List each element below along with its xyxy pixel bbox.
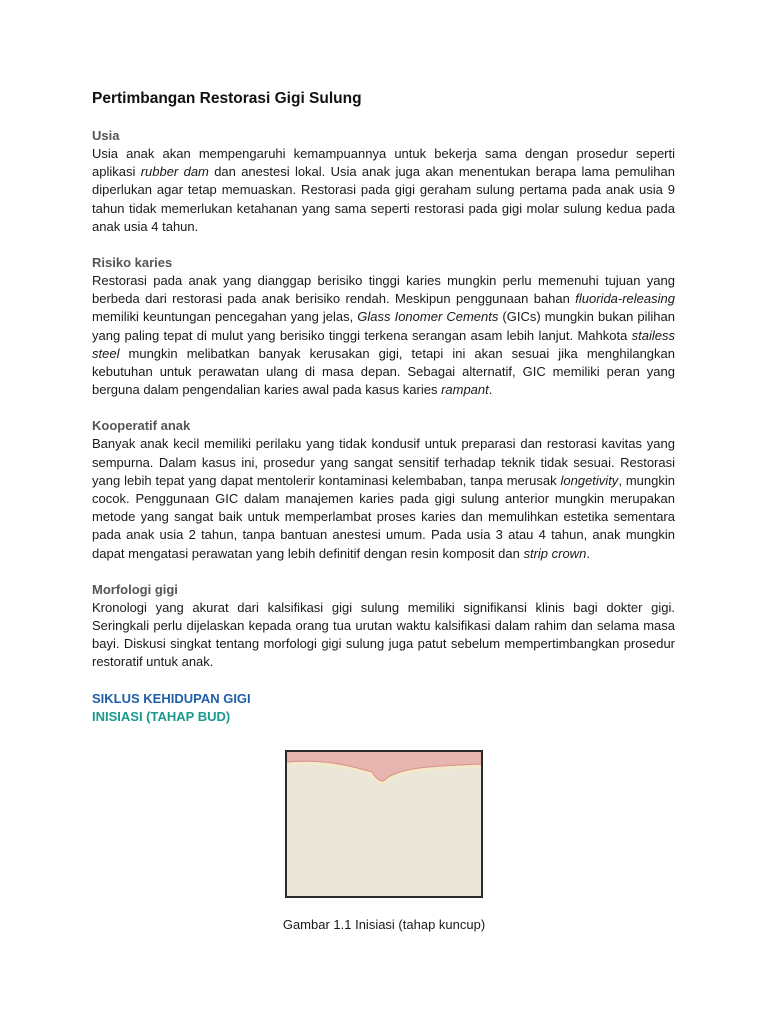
section-paragraph: [92, 435, 675, 562]
text-run: (GICs) mungkin bukan pilihan yang paling tepat di mulut yang berisiko tinggi terkena serangan asam lebih lanjut. Mahkota: [92, 309, 676, 343]
tooth-bud-illustration: [287, 752, 481, 896]
section-morfologi-gigi: [92, 581, 675, 672]
text-run: .: [586, 545, 590, 561]
section-kooperatif-anak: [92, 417, 675, 562]
text-run: Restorasi pada anak yang dianggap berisiko tinggi karies mungkin perlu memenuhi tujuan yang berbeda dari restorasi pada anak berisiko rendah. Meskipun penggunaan bahan: [92, 273, 675, 307]
lifecycle-heading: SIKLUS KEHIDUPAN GIGI: [92, 690, 251, 706]
text-run: , mungkin cocok. Penggunaan GIC dalam manajemen karies pada gigi sulung anterior mungkin merupakan metode yang sangat baik untuk memperlambat proses karies dan memulihkan estetika sementara pada anak usia 2 tahun, tanpa bantuan anestesi umum. Pada usia 3 atau 4 tahun, anak mungkin dapat mengatasi perawatan yang lebih definitif dengan resin komposit dan: [92, 472, 675, 561]
sections-container: [92, 127, 675, 672]
section-paragraph: [92, 272, 675, 399]
section-heading: Risiko karies: [92, 255, 173, 271]
text-run: memiliki keuntungan pencegahan yang jelas,: [92, 309, 358, 325]
text-run: mungkin melibatkan banyak kerusakan gigi, tetapi ini akan sesuai jika menghilangkan kebutuhan untuk perawatan ulang di masa depan. Sebagai alternatif, GIC memiliki peran yang berguna dalam pengendalian karies awal pada kasus karies: [92, 345, 675, 398]
italic-term: rampant: [441, 382, 489, 398]
section-heading: Morfologi gigi: [92, 581, 178, 597]
text-run: Kronologi yang akurat dari kalsifikasi gigi sulung memiliki signifikansi klinis bagi dokter gigi. Seringkali perlu dijelaskan kepada orang tua urutan waktu kalsifikasi dalam rahim dan selama masa bayi. Diskusi singkat tentang morfologi gigi sulung juga patut sebelum mempertimbangkan prosedur restoratif untuk anak.: [92, 599, 675, 670]
italic-term: stailess steel: [92, 327, 675, 361]
text-run: dan anestesi lokal. Usia anak juga akan menentukan berapa lama pemulihan diperlukan agar tetap memuaskan. Restorasi pada gigi geraham sulung pertama pada anak usia 9 tahun tidak memerlukan ketahanan yang sama seperti restorasi pada gigi molar sulung kedua pada anak usia 4 tahun.: [92, 164, 675, 234]
text-run: Usia anak akan mempengaruhi kemampuannya untuk bekerja sama dengan prosedur seperti aplikasi: [92, 146, 675, 180]
section-paragraph: [92, 145, 675, 236]
document-page: [92, 90, 675, 726]
page-title: Pertimbangan Restorasi Gigi Sulung: [92, 90, 362, 107]
section-paragraph: [92, 599, 675, 672]
italic-term: Glass Ionomer Cements: [357, 309, 499, 325]
figure-caption: Gambar 1.1 Inisiasi (tahap kuncup): [282, 917, 486, 932]
italic-term: fluorida-releasing: [575, 291, 675, 307]
section-heading: Usia: [92, 128, 120, 143]
italic-term: longetivity: [560, 472, 619, 488]
italic-term: rubber dam: [140, 164, 209, 180]
figure-initiation: [285, 750, 483, 898]
text-run: .: [488, 382, 493, 398]
italic-term: strip crown: [523, 545, 587, 561]
text-run: Banyak anak kecil memiliki perilaku yang tidak kondusif untuk preparasi dan restorasi kavitas yang sempurna. Dalam kasus ini, prosedur yang sangat sensitif terhadap teknik tidak sesuai. Restorasi yang lebih tepat yang dapat mentolerir kontaminasi kelembaban, tanpa merusak: [92, 436, 675, 488]
section-risiko-karies: [92, 254, 675, 399]
stage-heading: INISIASI (TAHAP BUD): [92, 708, 231, 724]
section-heading: Kooperatif anak: [92, 418, 191, 434]
section-usia: [92, 127, 675, 236]
